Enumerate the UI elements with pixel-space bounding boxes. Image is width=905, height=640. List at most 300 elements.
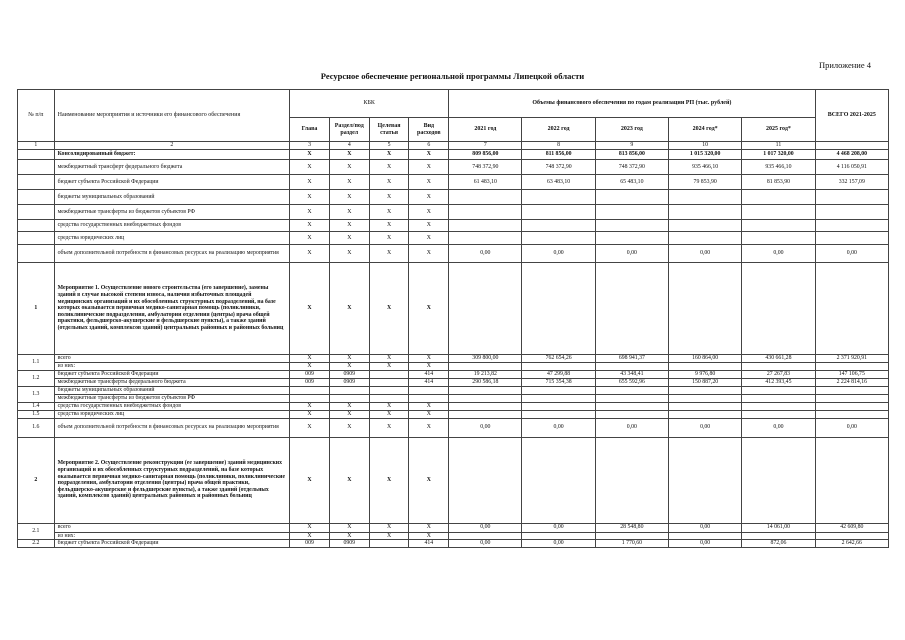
- table-row: [18, 205, 889, 220]
- index-cell: 2: [54, 142, 290, 150]
- value-cell: [669, 402, 742, 410]
- table-row: [18, 402, 889, 410]
- value-cell: 0,00: [449, 523, 522, 532]
- table-row: [18, 410, 889, 418]
- kbk-cell: X: [290, 205, 330, 220]
- index-cell: [815, 142, 888, 150]
- kbk-cell: [329, 386, 369, 394]
- header-sub-2022: 2022 год: [522, 118, 595, 142]
- value-cell: 0,00: [449, 540, 522, 548]
- row-name: из них:: [54, 532, 290, 540]
- kbk-cell: X: [290, 150, 330, 160]
- value-cell: [595, 394, 668, 402]
- kbk-cell: X: [329, 355, 369, 363]
- total-cell: 147 106,75: [815, 370, 888, 378]
- kbk-cell: [369, 378, 409, 386]
- value-cell: 28 548,80: [595, 523, 668, 532]
- kbk-cell: X: [290, 532, 330, 540]
- total-cell: 42 609,80: [815, 523, 888, 532]
- value-cell: [522, 437, 595, 523]
- total-cell: [815, 437, 888, 523]
- index-cell: 5: [369, 142, 409, 150]
- value-cell: [595, 532, 668, 540]
- total-cell: [815, 394, 888, 402]
- table-row: [18, 532, 889, 540]
- row-number: [18, 150, 55, 160]
- value-cell: [522, 394, 595, 402]
- index-cell: 8: [522, 142, 595, 150]
- kbk-cell: 009: [290, 370, 330, 378]
- kbk-cell: [290, 386, 330, 394]
- value-cell: 0,00: [449, 418, 522, 437]
- kbk-cell: X: [369, 523, 409, 532]
- value-cell: 0,00: [522, 523, 595, 532]
- kbk-cell: 0909: [329, 540, 369, 548]
- value-cell: 935 466,10: [669, 160, 742, 175]
- kbk-cell: X: [329, 220, 369, 232]
- value-cell: [742, 220, 815, 232]
- header-total: ВСЕГО 2021-2025: [815, 90, 888, 142]
- kbk-cell: X: [329, 232, 369, 245]
- total-cell: [815, 190, 888, 205]
- kbk-cell: X: [409, 363, 449, 371]
- kbk-cell: X: [409, 437, 449, 523]
- value-cell: 655 592,96: [595, 378, 668, 386]
- header-num: № п/п: [18, 90, 55, 142]
- kbk-cell: X: [409, 355, 449, 363]
- kbk-cell: X: [409, 160, 449, 175]
- kbk-cell: 009: [290, 540, 330, 548]
- kbk-cell: X: [290, 355, 330, 363]
- kbk-cell: X: [369, 402, 409, 410]
- value-cell: [742, 394, 815, 402]
- document-title: Ресурсное обеспечение региональной программы Липецкой области: [320, 71, 585, 81]
- row-number: 1.6: [18, 418, 55, 437]
- value-cell: [742, 205, 815, 220]
- value-cell: 47 299,88: [522, 370, 595, 378]
- value-cell: 430 661,28: [742, 355, 815, 363]
- row-name: Мероприятие 2. Осуществление реконструкции (ее завершение) зданий медицинских организаций и их обособленных структурных подразделений, на базе которых оказывается первичная медико-санитарная помощь (поликлиники, поликлинические подразделения, амбулатории отделения (центры) врача общей практики, фельдшерско-акушерские и фельдшерские пункты), а также зданий (отдельных зданий, комплексов зданий) центральных районных и районных больниц: [54, 437, 290, 523]
- value-cell: [742, 402, 815, 410]
- index-cell: 7: [449, 142, 522, 150]
- row-name: объем дополнительной потребности в финансовых ресурсах на реализацию мероприятия: [54, 418, 290, 437]
- row-number: [18, 232, 55, 245]
- row-name: средства государственных внебюджетных фондов: [54, 220, 290, 232]
- header-row-main: [18, 90, 889, 118]
- value-cell: [669, 220, 742, 232]
- kbk-cell: X: [329, 263, 369, 355]
- value-cell: [522, 386, 595, 394]
- value-cell: [449, 532, 522, 540]
- value-cell: 0,00: [742, 245, 815, 263]
- row-number: 1: [18, 263, 55, 355]
- kbk-cell: 414: [409, 370, 449, 378]
- kbk-cell: X: [329, 437, 369, 523]
- value-cell: [595, 402, 668, 410]
- total-cell: 0,00: [815, 245, 888, 263]
- kbk-cell: [369, 540, 409, 548]
- value-cell: 762 654,26: [522, 355, 595, 363]
- kbk-cell: X: [369, 532, 409, 540]
- row-name: межбюджетные трансферты федерального бюджета: [54, 378, 290, 386]
- value-cell: 748 372,90: [522, 160, 595, 175]
- value-cell: 0,00: [669, 523, 742, 532]
- value-cell: 809 856,00: [449, 150, 522, 160]
- total-cell: 4 468 208,00: [815, 150, 888, 160]
- value-cell: 412 393,45: [742, 378, 815, 386]
- value-cell: 81 853,90: [742, 175, 815, 190]
- value-cell: [522, 220, 595, 232]
- row-name: бюджет субъекта Российской Федерации: [54, 175, 290, 190]
- value-cell: [449, 410, 522, 418]
- kbk-cell: X: [329, 160, 369, 175]
- value-cell: 63 483,10: [522, 175, 595, 190]
- value-cell: 160 864,00: [669, 355, 742, 363]
- value-cell: 290 586,18: [449, 378, 522, 386]
- header-sub-razdel: Раздел/под раздел: [329, 118, 369, 142]
- table-row: [18, 523, 889, 532]
- kbk-cell: [369, 386, 409, 394]
- kbk-cell: X: [290, 363, 330, 371]
- header-sub-2021: 2021 год: [449, 118, 522, 142]
- value-cell: [742, 437, 815, 523]
- kbk-cell: X: [369, 150, 409, 160]
- header-sub-vid: Вид расходов: [409, 118, 449, 142]
- value-cell: 1 017 320,00: [742, 150, 815, 160]
- value-cell: 0,00: [522, 540, 595, 548]
- total-cell: [815, 220, 888, 232]
- kbk-cell: X: [290, 175, 330, 190]
- table-row: [18, 437, 889, 523]
- header-kbk: КБК: [290, 90, 449, 118]
- kbk-cell: [409, 394, 449, 402]
- value-cell: 61 483,10: [449, 175, 522, 190]
- kbk-cell: X: [369, 205, 409, 220]
- value-cell: 14 061,00: [742, 523, 815, 532]
- kbk-cell: X: [409, 150, 449, 160]
- value-cell: 0,00: [522, 245, 595, 263]
- kbk-cell: X: [409, 175, 449, 190]
- value-cell: [522, 402, 595, 410]
- total-cell: [815, 263, 888, 355]
- value-cell: [669, 232, 742, 245]
- row-number: [18, 190, 55, 205]
- kbk-cell: X: [329, 410, 369, 418]
- value-cell: [669, 205, 742, 220]
- value-cell: 0,00: [449, 245, 522, 263]
- kbk-cell: [369, 394, 409, 402]
- value-cell: [449, 402, 522, 410]
- kbk-cell: X: [409, 205, 449, 220]
- value-cell: [595, 410, 668, 418]
- row-number: [18, 175, 55, 190]
- value-cell: [669, 437, 742, 523]
- kbk-cell: X: [329, 205, 369, 220]
- index-cell: 6: [409, 142, 449, 150]
- row-name: бюджеты муниципальных образований: [54, 386, 290, 394]
- kbk-cell: 414: [409, 378, 449, 386]
- total-cell: 2 371 920,91: [815, 355, 888, 363]
- value-cell: [449, 205, 522, 220]
- value-cell: [669, 410, 742, 418]
- value-cell: 19 213,82: [449, 370, 522, 378]
- value-cell: [595, 220, 668, 232]
- header-index-row: [18, 142, 889, 150]
- kbk-cell: X: [409, 263, 449, 355]
- value-cell: [742, 232, 815, 245]
- value-cell: 872,06: [742, 540, 815, 548]
- value-cell: 748 372,90: [449, 160, 522, 175]
- value-cell: 0,00: [742, 418, 815, 437]
- value-cell: [669, 394, 742, 402]
- row-number: [18, 220, 55, 232]
- kbk-cell: X: [409, 245, 449, 263]
- total-cell: [815, 532, 888, 540]
- value-cell: [522, 363, 595, 371]
- value-cell: [595, 386, 668, 394]
- table-row: [18, 190, 889, 205]
- row-number: 1.1: [18, 355, 55, 371]
- index-cell: 4: [329, 142, 369, 150]
- kbk-cell: [290, 394, 330, 402]
- table-row: [18, 386, 889, 394]
- kbk-cell: X: [369, 245, 409, 263]
- value-cell: [522, 532, 595, 540]
- kbk-cell: 414: [409, 540, 449, 548]
- value-cell: 811 856,00: [522, 150, 595, 160]
- value-cell: [595, 232, 668, 245]
- value-cell: 0,00: [669, 540, 742, 548]
- total-cell: 4 116 050,91: [815, 160, 888, 175]
- row-name: объем дополнительной потребности в финансовых ресурсах на реализацию мероприятия: [54, 245, 290, 263]
- value-cell: [595, 437, 668, 523]
- value-cell: [742, 190, 815, 205]
- kbk-cell: X: [290, 232, 330, 245]
- kbk-cell: 009: [290, 378, 330, 386]
- kbk-cell: [409, 386, 449, 394]
- total-cell: 2 224 814,16: [815, 378, 888, 386]
- kbk-cell: 0909: [329, 370, 369, 378]
- row-name: средства юридических лиц: [54, 232, 290, 245]
- row-number: 1.3: [18, 386, 55, 402]
- total-cell: [815, 363, 888, 371]
- total-cell: 2 642,66: [815, 540, 888, 548]
- kbk-cell: X: [409, 410, 449, 418]
- table-row: [18, 370, 889, 378]
- row-name: средства государственных внебюджетных фондов: [54, 402, 290, 410]
- total-cell: 0,00: [815, 418, 888, 437]
- kbk-cell: X: [329, 190, 369, 205]
- kbk-cell: X: [329, 175, 369, 190]
- value-cell: [742, 386, 815, 394]
- kbk-cell: X: [369, 160, 409, 175]
- value-cell: 1 770,60: [595, 540, 668, 548]
- kbk-cell: X: [329, 245, 369, 263]
- row-number: 2: [18, 437, 55, 523]
- table-row: [18, 232, 889, 245]
- value-cell: 0,00: [595, 245, 668, 263]
- value-cell: [669, 386, 742, 394]
- value-cell: [595, 263, 668, 355]
- row-name: всего: [54, 355, 290, 363]
- table-row: [18, 378, 889, 386]
- value-cell: [669, 190, 742, 205]
- value-cell: 150 887,20: [669, 378, 742, 386]
- total-cell: [815, 232, 888, 245]
- table-row: [18, 355, 889, 363]
- value-cell: [742, 363, 815, 371]
- kbk-cell: X: [290, 437, 330, 523]
- kbk-cell: X: [290, 245, 330, 263]
- table-row: [18, 220, 889, 232]
- value-cell: 43 348,41: [595, 370, 668, 378]
- table-row: [18, 150, 889, 160]
- row-number: [18, 160, 55, 175]
- kbk-cell: X: [409, 402, 449, 410]
- row-name: Консолидированный бюджет:: [54, 150, 290, 160]
- index-cell: 10: [669, 142, 742, 150]
- value-cell: 0,00: [595, 418, 668, 437]
- table-row: [18, 540, 889, 548]
- value-cell: 0,00: [669, 418, 742, 437]
- kbk-cell: X: [369, 175, 409, 190]
- kbk-cell: X: [329, 418, 369, 437]
- kbk-cell: X: [369, 437, 409, 523]
- kbk-cell: X: [369, 418, 409, 437]
- kbk-cell: X: [290, 418, 330, 437]
- kbk-cell: X: [329, 402, 369, 410]
- kbk-cell: X: [369, 410, 409, 418]
- value-cell: 813 856,00: [595, 150, 668, 160]
- row-number: 1.5: [18, 410, 55, 418]
- row-name: бюджеты муниципальных образований: [54, 190, 290, 205]
- row-name: межбюджетные трансферты из бюджетов субъектов РФ: [54, 394, 290, 402]
- row-name: средства юридических лиц: [54, 410, 290, 418]
- table-row: [18, 263, 889, 355]
- header-sub-2023: 2023 год: [595, 118, 668, 142]
- value-cell: 27 267,83: [742, 370, 815, 378]
- total-cell: [815, 410, 888, 418]
- row-number: 1.2: [18, 370, 55, 386]
- index-cell: 3: [290, 142, 330, 150]
- kbk-cell: X: [329, 523, 369, 532]
- kbk-cell: X: [290, 410, 330, 418]
- table-row: [18, 175, 889, 190]
- index-cell: 9: [595, 142, 668, 150]
- value-cell: 0,00: [669, 245, 742, 263]
- header-sub-statya: Целевая статья: [369, 118, 409, 142]
- value-cell: [449, 232, 522, 245]
- value-cell: 698 941,37: [595, 355, 668, 363]
- value-cell: [449, 263, 522, 355]
- kbk-cell: X: [409, 220, 449, 232]
- row-name: межбюджетный трансферт федерального бюджета: [54, 160, 290, 175]
- row-name: из них:: [54, 363, 290, 371]
- kbk-cell: X: [290, 160, 330, 175]
- value-cell: 1 015 320,00: [669, 150, 742, 160]
- kbk-cell: 0909: [329, 378, 369, 386]
- kbk-cell: X: [290, 263, 330, 355]
- row-number: [18, 245, 55, 263]
- header-name: Наименование мероприятия и источники его финансового обеспечения: [54, 90, 290, 142]
- value-cell: 9 976,80: [669, 370, 742, 378]
- kbk-cell: X: [369, 355, 409, 363]
- row-name: бюджет субъекта Российской Федерации: [54, 540, 290, 548]
- kbk-cell: [369, 370, 409, 378]
- kbk-cell: X: [409, 190, 449, 205]
- resource-table: [17, 89, 889, 548]
- kbk-cell: X: [369, 263, 409, 355]
- value-cell: [669, 363, 742, 371]
- value-cell: [595, 205, 668, 220]
- value-cell: [742, 263, 815, 355]
- value-cell: [449, 363, 522, 371]
- kbk-cell: X: [409, 532, 449, 540]
- value-cell: [522, 190, 595, 205]
- value-cell: 309 800,00: [449, 355, 522, 363]
- kbk-cell: X: [409, 418, 449, 437]
- row-name: межбюджетные трансферты из бюджетов субъектов РФ: [54, 205, 290, 220]
- value-cell: 935 466,10: [742, 160, 815, 175]
- total-cell: [815, 205, 888, 220]
- row-name: всего: [54, 523, 290, 532]
- value-cell: [669, 532, 742, 540]
- header-sub-2025: 2025 год*: [742, 118, 815, 142]
- kbk-cell: X: [290, 402, 330, 410]
- total-cell: [815, 386, 888, 394]
- row-name: Мероприятие 1. Осуществление нового строительства (его завершение), замены зданий в случае высокой степени износа, наличия избыточных площадей медицинских организаций и их обособленных структурных подразделений, на базе которых оказывается первичная медико-санитарная помощь (поликлиники, поликлинические подразделения, амбулатории отделения (центры) врача общей практики, фельдшерско-акушерские и фельдшерские пункты), а также зданий (отдельных зданий, комплексов зданий) центральных районных и районных больниц: [54, 263, 290, 355]
- index-cell: 11: [742, 142, 815, 150]
- header-sub-glava: Глава: [290, 118, 330, 142]
- index-cell: 1: [18, 142, 55, 150]
- total-cell: 332 157,09: [815, 175, 888, 190]
- kbk-cell: X: [369, 220, 409, 232]
- row-number: 2.1: [18, 523, 55, 540]
- appendix-label: Приложение 4: [819, 60, 871, 70]
- kbk-cell: X: [290, 190, 330, 205]
- kbk-cell: X: [329, 363, 369, 371]
- table-row: [18, 394, 889, 402]
- kbk-cell: X: [290, 220, 330, 232]
- value-cell: [669, 263, 742, 355]
- value-cell: 79 853,90: [669, 175, 742, 190]
- value-cell: 0,00: [522, 418, 595, 437]
- value-cell: [522, 205, 595, 220]
- kbk-cell: X: [369, 363, 409, 371]
- value-cell: [449, 220, 522, 232]
- kbk-cell: X: [369, 190, 409, 205]
- value-cell: [522, 263, 595, 355]
- header-sub-2024: 2024 год*: [669, 118, 742, 142]
- table-row: [18, 160, 889, 175]
- value-cell: [449, 437, 522, 523]
- value-cell: [742, 532, 815, 540]
- value-cell: [522, 232, 595, 245]
- kbk-cell: X: [409, 523, 449, 532]
- kbk-cell: X: [369, 232, 409, 245]
- header-volumes: Объемы финансового обеспечения по годам реализации РП (тыс. рублей): [449, 90, 815, 118]
- total-cell: [815, 402, 888, 410]
- value-cell: 748 372,90: [595, 160, 668, 175]
- kbk-cell: X: [290, 523, 330, 532]
- value-cell: 65 483,10: [595, 175, 668, 190]
- value-cell: [522, 410, 595, 418]
- row-number: 1.4: [18, 402, 55, 410]
- kbk-cell: [329, 394, 369, 402]
- value-cell: 715 354,38: [522, 378, 595, 386]
- table-row: [18, 363, 889, 371]
- row-number: 2.2: [18, 540, 55, 548]
